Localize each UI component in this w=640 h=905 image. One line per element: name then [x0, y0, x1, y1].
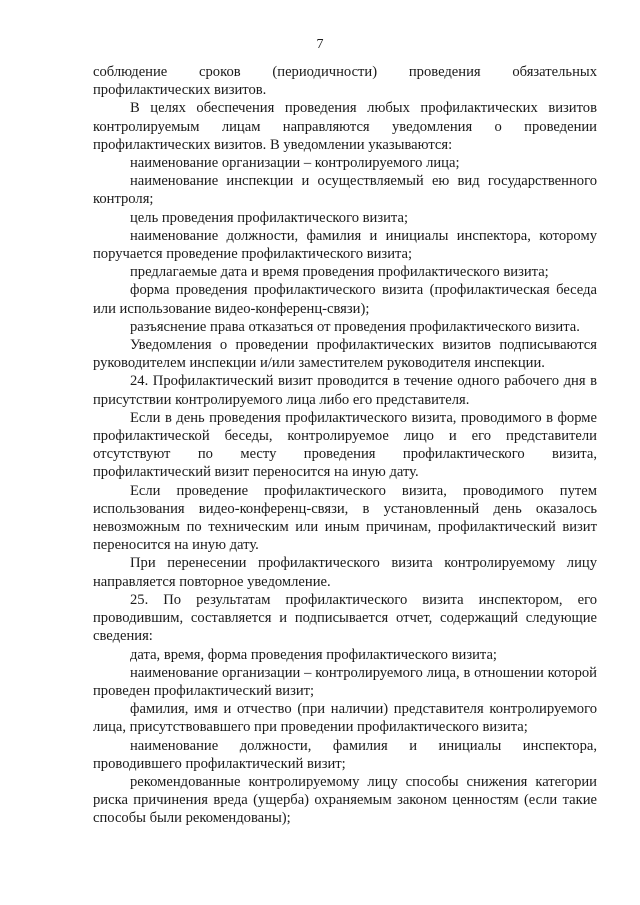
document-body — [93, 63, 597, 828]
paragraph-video-reschedule: Если проведение профилактического визита, проводимого путем использования видео-конференц-связи, в установленный день оказалось невозможным по техническим или иным причинам, профилактический визит переносится на иную дату. — [93, 482, 597, 554]
list-item-refusal-right: разъяснение права отказаться от проведения профилактического визита. — [130, 318, 580, 335]
list-item-inspection-name: наименование инспекции и осуществляемый ею вид государственного контроля; — [93, 173, 597, 208]
list-item-report-date-time: дата, время, форма проведения профилактического визита; — [130, 646, 497, 663]
list-item-organization-name: наименование организации – контролируемого лица; — [130, 155, 460, 172]
list-item-report-recommendations: рекомендованные контролируемому лицу способы снижения категории риска причинения вреда (ущерба) охраняемым законом ценностям (если такие способы были рекомендованы); — [93, 773, 597, 827]
clause-24: 24. Профилактический визит проводится в течение одного рабочего дня в присутствии контролируемого лица либо его представителя. — [93, 373, 597, 408]
list-item-report-inspector: наименование должности, фамилия и инициалы инспектора, проводившего профилактический визит; — [93, 737, 597, 772]
paragraph-repeat-notification: При перенесении профилактического визита контролируемому лицу направляется повторное уведомление. — [93, 555, 597, 590]
list-item-report-representative: фамилия, имя и отчество (при наличии) представителя контролируемого лица, присутствовавшего при проведении профилактического визита; — [93, 701, 597, 736]
list-item-visit-form: форма проведения профилактического визита (профилактическая беседа или использование видео-конференц-связи); — [93, 282, 597, 317]
paragraph-continuation: соблюдение сроков (периодичности) проведения обязательных профилактических визитов. — [93, 64, 597, 99]
list-item-visit-goal: цель проведения профилактического визита; — [130, 209, 409, 226]
clause-25: 25. По результатам профилактического визита инспектором, его проводившим, составляется и подписывается отчет, содержащий следующие сведения: — [93, 591, 597, 645]
list-item-report-organization: наименование организации – контролируемого лица, в отношении которой проведен профилактический визит; — [93, 664, 597, 699]
paragraph-notification-intro: В целях обеспечения проведения любых профилактических визитов контролируемым лицам направляются уведомления о проведении профилактических визитов. В уведомлении указываются: — [93, 100, 597, 153]
paragraph-notification-signing: Уведомления о проведении профилактических визитов подписываются руководителем инспекции и/или заместителем руководителя инспекции. — [93, 337, 597, 372]
paragraph-absence-reschedule: Если в день проведения профилактического визита, проводимого в форме профилактической беседы, контролируемое лицо и его представители отсутствуют по месту проведения профилактического визита, профилактический визит переносится на иную дату. — [93, 409, 597, 481]
list-item-inspector: наименование должности, фамилия и инициалы инспектора, которому поручается проведение профилактического визита; — [93, 227, 597, 263]
list-item-date-time: предлагаемые дата и время проведения профилактического визита; — [130, 264, 549, 281]
page-number: 7 — [316, 37, 324, 52]
